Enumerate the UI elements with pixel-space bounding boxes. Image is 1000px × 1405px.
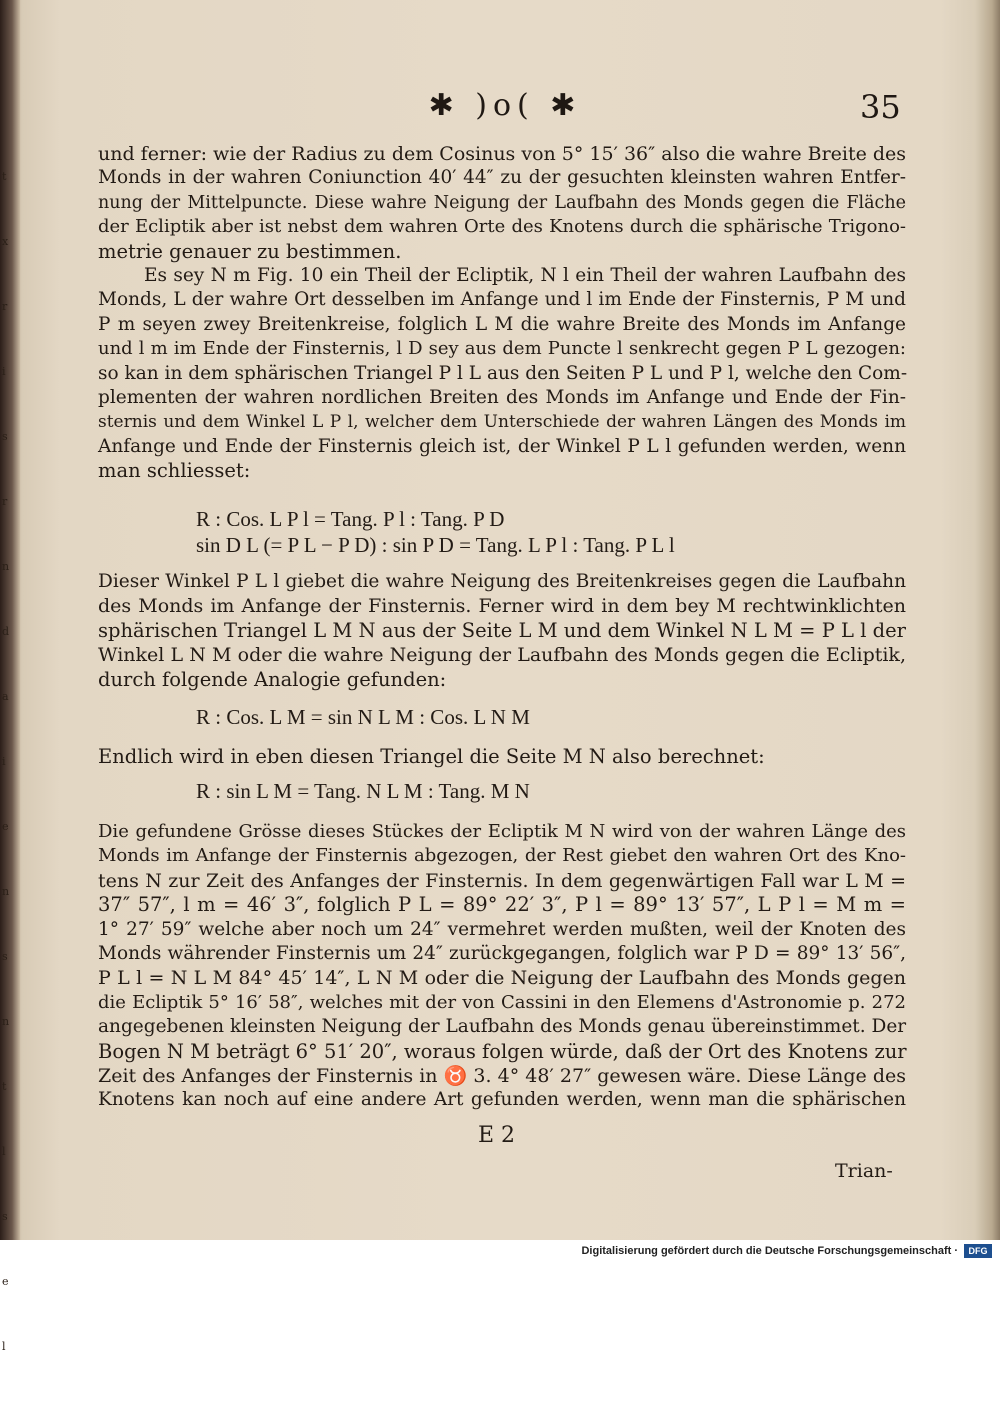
credit-bar [0, 1240, 1000, 1265]
signature-mark: E 2 [478, 1123, 516, 1148]
edge-mark: l [2, 1145, 6, 1158]
text-line: die Ecliptik 5° 16′ 58″, welches mit der von Cassini in den Elemens d'Astronomie p. 272 [98, 991, 906, 1013]
text-line: angegebenen kleinsten Neigung der Laufbahn des Monds genau übereinstimmet. Der [98, 1016, 907, 1038]
text-line: Die gefundene Grösse dieses Stückes der Ecliptik M N wird von der wahren Länge des [98, 821, 906, 842]
text-line: Endlich wird in eben diesen Triangel die Seite M N also berechnet: [98, 745, 765, 768]
formula-line: sin D L (= P L − P D) : sin P D = Tang. L P l : Tang. P L l [196, 533, 675, 557]
formula-line: R : Cos. L M = sin N L M : Cos. L N M [196, 705, 530, 729]
edge-mark: x [2, 235, 9, 248]
catchword: Trian- [835, 1160, 893, 1182]
text-line: der Ecliptik aber ist nebst dem wahren Orte des Knotens durch die sphärische Trigono- [98, 216, 906, 238]
text-line: P m seyen zwey Breitenkreise, folglich L M die wahre Breite des Monds im Anfange [98, 313, 906, 335]
text-line: metrie genauer zu bestimmen. [98, 239, 402, 263]
text-line: sphärischen Triangel L M N aus der Seite L M und dem Winkel N L M = P L l der [98, 618, 906, 642]
edge-mark: i [2, 755, 6, 768]
text-line: so kan in dem sphärischen Triangel P l L aus den Seiten P L und P l, welche den Com- [98, 362, 908, 384]
text-line: man schliesset: [98, 459, 251, 483]
text-line: Zeit des Anfanges der Finsternis in ♉ 3. 4° 48′ 27″ gewesen wäre. Diese Länge des [98, 1065, 906, 1088]
edge-mark: r [2, 300, 8, 313]
edge-mark: n [2, 885, 10, 898]
credit-text: Digitalisierung gefördert durch die Deutsche Forschungsgemeinschaft · [581, 1245, 958, 1257]
formula-line: R : sin L M = Tang. N L M : Tang. M N [196, 779, 530, 803]
text-line: und l m im Ende der Finsternis, l D sey aus dem Puncte l senkrecht gegen P L gezogen: [98, 338, 906, 360]
edge-mark: l [2, 1340, 6, 1353]
edge-mark: s [2, 1210, 8, 1223]
facing-page-edge-marks [2, 170, 14, 1405]
text-line: Monds, L der wahre Ort desselben im Anfange und l im Ende der Finsternis, P M und [98, 289, 906, 311]
edge-mark: s [2, 950, 8, 963]
edge-mark: r [2, 495, 8, 508]
text-line: Monds im Anfange der Finsternis abgezogen, der Rest giebet den wahren Ort des Kno- [98, 845, 906, 867]
edge-mark: t [2, 1080, 7, 1093]
edge-mark: s [2, 430, 8, 443]
text-line: Es sey N m Fig. 10 ein Theil der Ecliptik, N l ein Theil der wahren Laufbahn des [144, 265, 906, 286]
text-line: Monds in der wahren Coniunction 40′ 44″ zu der gesuchten kleinsten wahren Entfer- [98, 167, 906, 189]
text-line: Bogen N M beträgt 6° 51′ 20″, woraus folgen würde, daß der Ort des Knotens zur [98, 1039, 907, 1063]
paragraph-side-mn [98, 745, 906, 769]
text-line: plementen der wahren nordlichen Breiten des Monds im Anfange und Ende der Fin- [98, 387, 906, 409]
paragraph-results [98, 820, 906, 1113]
edge-mark: i [2, 365, 6, 378]
paragraph-continuation [98, 142, 906, 264]
text-line: und ferner: wie der Radius zu dem Cosinus von 5° 15′ 36″ also die wahre Breite des [98, 143, 907, 165]
text-line: 1° 27′ 59″ welche aber noch um 24″ vermehret werden mußten, weil der Knoten des [98, 918, 906, 940]
text-line: Anfange und Ende der Finsternis gleich ist, der Winkel P L l gefunden werden, wenn [98, 435, 906, 457]
page-number: 35 [860, 88, 901, 126]
dfg-logo-icon: DFG [964, 1244, 992, 1258]
header-ornament: ✱ )o( ✱ [428, 88, 582, 123]
edge-mark: n [2, 1015, 10, 1028]
edge-mark: t [2, 170, 7, 183]
text-line: Monds währender Finsternis um 24″ zurückgegangen, folglich war P D = 89° 13′ 56″, [98, 943, 906, 965]
text-line: Knotens kan noch auf eine andere Art gefunden werden, wenn man die sphärischen [98, 1089, 906, 1111]
text-line: 37″ 57″, l m = 46′ 3″, folglich P L = 89° 22′ 3″, P l = 89° 13′ 57″, L P l = M m = [98, 893, 906, 917]
text-line: sternis und dem Winkel L P l, welcher dem Unterschiede der wahren Längen des Monds im [98, 412, 906, 433]
paragraph-triangle-setup [98, 264, 906, 484]
text-line: des Monds im Anfange der Finsternis. Ferner wird in dem bey M rechtwinklichten [98, 595, 906, 618]
text-line: tens N zur Zeit des Anfanges der Finsternis. In dem gegenwärtigen Fall war L M = [98, 869, 906, 892]
text-line: nung der Mittelpuncte. Diese wahre Neigung der Laufbahn des Monds gegen die Fläche [98, 192, 906, 213]
text-line: durch folgende Analogie gefunden: [98, 667, 447, 691]
page-header [0, 88, 1000, 128]
edge-mark: e [2, 820, 9, 833]
formula-line: R : Cos. L P l = Tang. P l : Tang. P D [196, 507, 505, 531]
text-line: P L l = N L M 84° 45′ 14″, L N M oder die Neigung der Laufbahn des Monds gegen [98, 967, 906, 990]
text-line: Winkel L N M oder die wahre Neigung der Laufbahn des Monds gegen die Ecliptik, [98, 644, 906, 667]
edge-mark: a [2, 690, 9, 703]
paragraph-angle [98, 570, 906, 692]
text-line: Dieser Winkel P L l giebet die wahre Neigung des Breitenkreises gegen die Laufbahn [98, 571, 906, 592]
edge-mark: n [2, 560, 10, 573]
edge-mark: e [2, 1275, 9, 1288]
edge-mark: d [2, 625, 10, 638]
